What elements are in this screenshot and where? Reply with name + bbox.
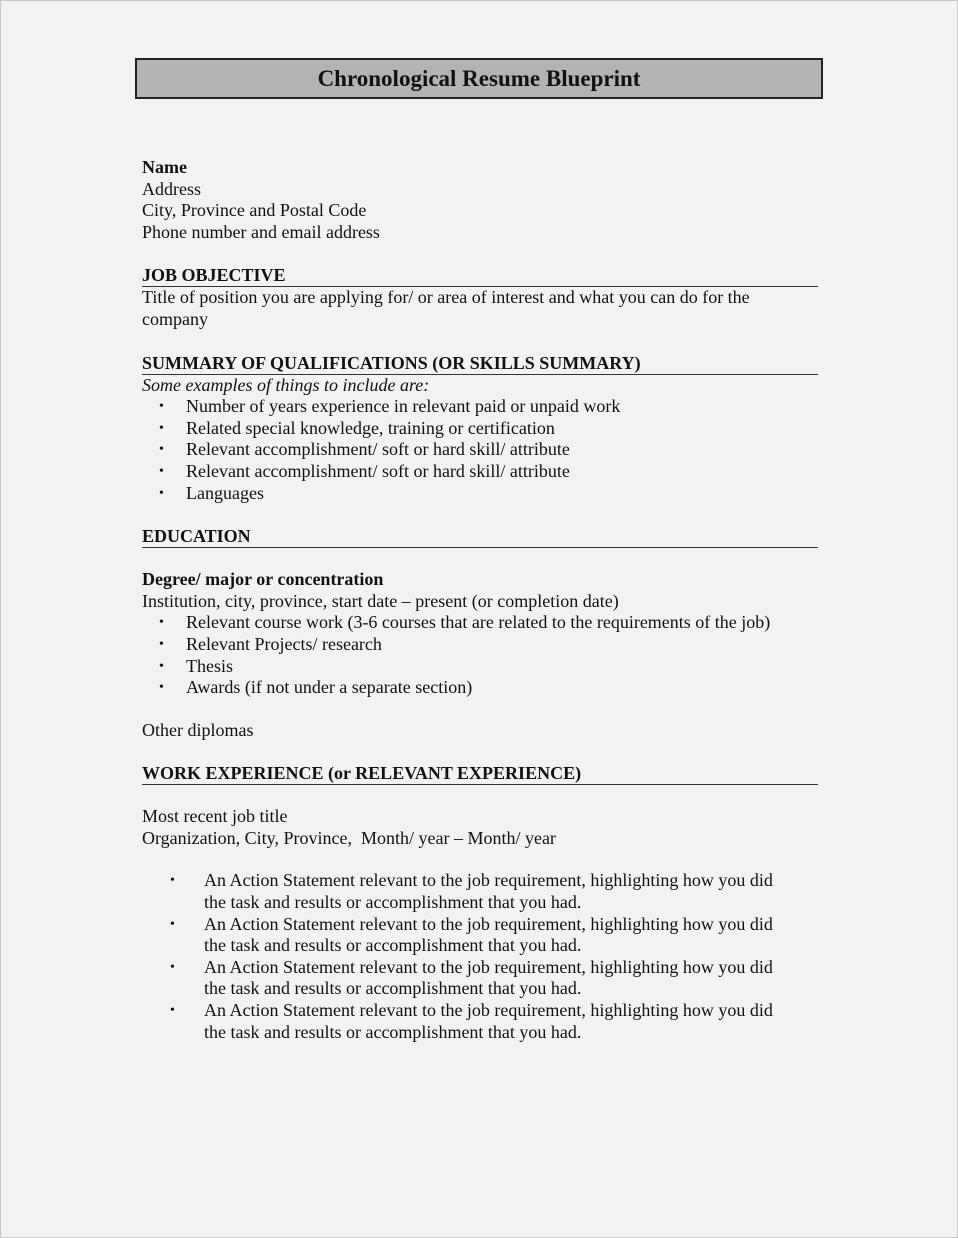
contact-city: City, Province and Postal Code	[142, 200, 367, 221]
contact-address: Address	[142, 178, 201, 199]
list-item: • Relevant accomplishment/ soft or hard skill/ attribute	[159, 439, 570, 460]
summary-list	[142, 396, 818, 504]
bullet-icon: •	[159, 658, 164, 674]
list-item: • An Action Statement relevant to the job requirement, highlighting how you did the task and results or accomplishment that you had.	[170, 870, 773, 913]
list-item: • Languages	[159, 482, 264, 503]
education-section	[142, 525, 818, 741]
bullet-icon: •	[170, 873, 175, 889]
bullet-icon: •	[159, 615, 164, 631]
contact-phone-email: Phone number and email address	[142, 221, 380, 242]
work-job-title: Most recent job title	[142, 806, 288, 827]
list-item: • An Action Statement relevant to the job requirement, highlighting how you did the task and results or accomplishment that you had.	[170, 956, 773, 999]
job-objective-text: Title of position you are applying for/ or area of interest and what you can do for the company	[142, 287, 750, 329]
education-degree: Degree/ major or concentration	[142, 569, 384, 590]
bullet-icon: •	[159, 485, 164, 501]
summary-section	[142, 352, 818, 505]
bullet-icon: •	[159, 442, 164, 458]
bullet-icon: •	[159, 636, 164, 652]
contact-block	[142, 157, 818, 243]
bullet-icon: •	[170, 916, 175, 932]
document-title	[135, 58, 823, 99]
bullet-icon: •	[159, 463, 164, 479]
list-item: • An Action Statement relevant to the job requirement, highlighting how you did the task and results or accomplishment that you had.	[170, 1000, 773, 1042]
list-item: • An Action Statement relevant to the job requirement, highlighting how you did the task and results or accomplishment that you had.	[170, 913, 773, 956]
job-objective-section	[142, 264, 818, 330]
education-other: Other diplomas	[142, 719, 254, 740]
bullet-icon: •	[159, 399, 164, 415]
summary-heading: SUMMARY OF QUALIFICATIONS (OR SKILLS SUMMARY)	[142, 352, 818, 375]
list-item: • Number of years experience in relevant paid or unpaid work	[159, 396, 621, 417]
work-organization: Organization, City, Province, Month/ year – Month/ year	[142, 827, 556, 848]
bullet-icon: •	[159, 420, 164, 436]
work-heading: WORK EXPERIENCE (or RELEVANT EXPERIENCE)	[142, 762, 818, 785]
education-list	[142, 612, 818, 698]
list-item: • Relevant accomplishment/ soft or hard skill/ attribute	[159, 460, 570, 481]
bullet-icon: •	[159, 680, 164, 696]
work-list	[142, 870, 818, 1043]
contact-name: Name	[142, 157, 187, 177]
list-item: • Awards (if not under a separate section)	[159, 677, 473, 698]
bullet-icon: •	[170, 959, 175, 975]
title-text: Chronological Resume Blueprint	[317, 65, 641, 91]
education-heading: EDUCATION	[142, 525, 818, 548]
bullet-icon: •	[170, 1003, 175, 1019]
list-item: • Relevant Projects/ research	[159, 633, 382, 654]
list-item: • Relevant course work (3-6 courses that are related to the requirements of the job)	[159, 612, 771, 633]
list-item: • Thesis	[159, 655, 233, 676]
work-section	[142, 762, 818, 1043]
list-item: • Related special knowledge, training or certification	[159, 417, 555, 438]
resume-body	[142, 157, 818, 1043]
education-institution: Institution, city, province, start date – present (or completion date)	[142, 590, 619, 611]
job-objective-heading: JOB OBJECTIVE	[142, 264, 818, 287]
summary-intro: Some examples of things to include are:	[142, 374, 430, 395]
